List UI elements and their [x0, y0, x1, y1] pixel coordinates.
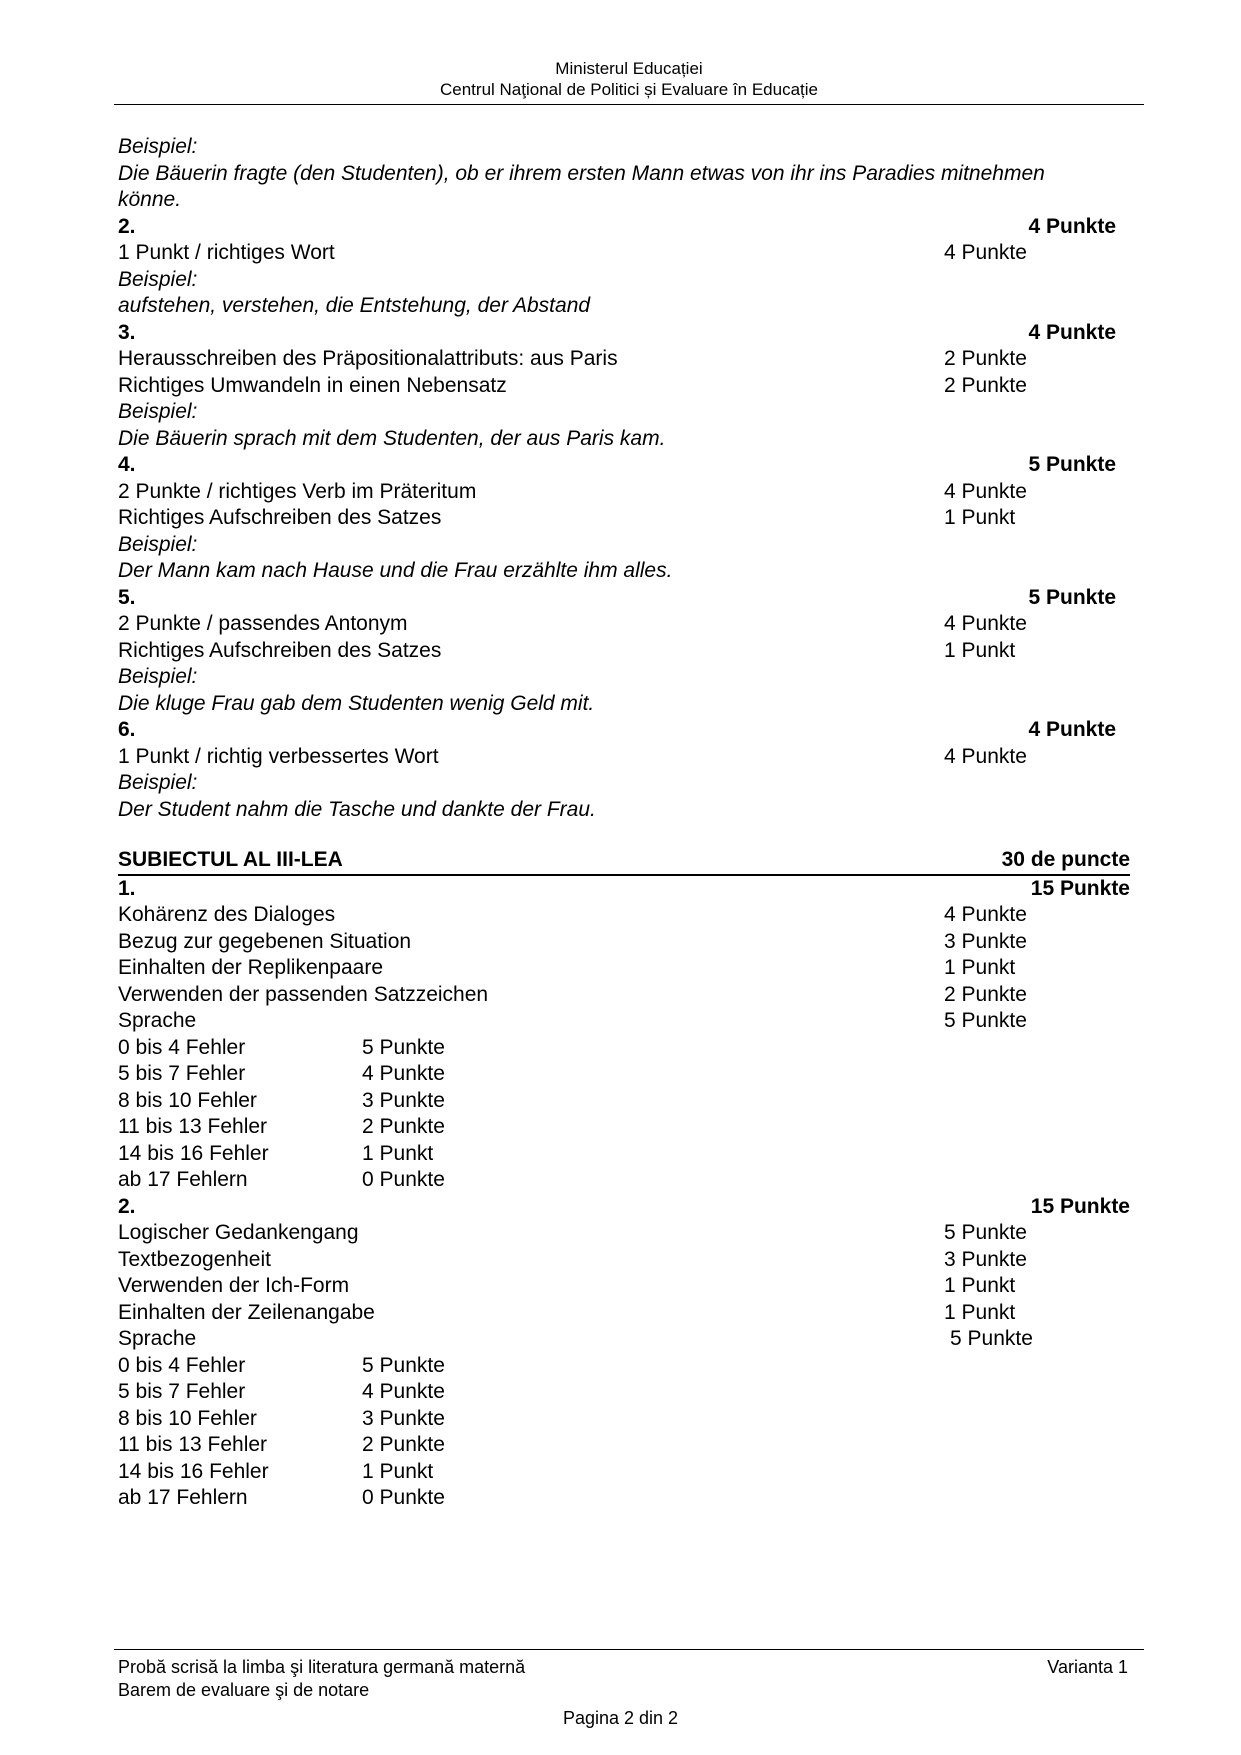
criterion-label: 1 Punkt / richtig verbessertes Wort	[118, 744, 439, 768]
example-text: Der Mann kam nach Hause und die Frau erzählte ihm alles.	[118, 559, 673, 582]
footer-exam-title: Probă scrisă la limba şi literatura germană maternă	[118, 1657, 526, 1677]
error-range: ab 17 Fehlern	[118, 1168, 248, 1191]
criterion-label: Einhalten der Zeilenangabe	[118, 1300, 375, 1324]
sprache-row	[118, 1008, 1130, 1035]
error-row	[118, 1088, 1130, 1115]
item-header	[118, 717, 1130, 744]
sprache-label: Sprache	[118, 1009, 197, 1032]
main-content	[118, 134, 1130, 1512]
criterion-points: 5 Punkte	[944, 1221, 1027, 1244]
beispiel-label: Beispiel:	[118, 771, 198, 794]
criterion-label: Richtiges Aufschreiben des Satzes	[118, 638, 442, 662]
item-total: 4 Punkte	[1028, 214, 1116, 238]
criterion-points: 2 Punkte	[944, 347, 1027, 370]
sprache-points: 5 Punkte	[944, 1009, 1027, 1032]
page-header	[114, 58, 1144, 100]
example-text: Die kluge Frau gab dem Studenten wenig Geld mit.	[118, 691, 595, 715]
criterion-row	[118, 1300, 1130, 1327]
error-row	[118, 1379, 1130, 1406]
item-total: 5 Punkte	[1028, 453, 1116, 476]
error-range: 8 bis 10 Fehler	[118, 1406, 257, 1430]
example-text: Die Bäuerin fragte (den Studenten), ob er ihrem ersten Mann etwas von ihr ins Paradies mitnehmen	[118, 161, 1045, 185]
criterion-row	[118, 955, 1130, 982]
error-range: 0 bis 4 Fehler	[118, 1353, 246, 1377]
error-points: 4 Punkte	[362, 1380, 445, 1403]
section-heading	[118, 847, 1130, 876]
error-range: 11 bis 13 Fehler	[118, 1115, 268, 1138]
criterion-label: Logischer Gedankengang	[118, 1221, 359, 1244]
criterion-points: 4 Punkte	[944, 479, 1027, 503]
criterion-row	[118, 611, 1130, 638]
item-number: 3.	[118, 320, 136, 344]
error-points: 5 Punkte	[362, 1353, 445, 1377]
header-center: Centrul Naţional de Politici și Evaluare în Educație	[440, 80, 818, 99]
sprache-row	[118, 1326, 1130, 1353]
example-text: aufstehen, verstehen, die Entstehung, der Abstand	[118, 294, 591, 317]
error-row	[118, 1114, 1130, 1141]
criterion-label: 2 Punkte / passendes Antonym	[118, 612, 408, 635]
item-number: 6.	[118, 718, 136, 741]
error-points: 3 Punkte	[362, 1406, 445, 1430]
item-number: 2.	[118, 1194, 136, 1218]
criterion-row	[118, 479, 1130, 506]
error-row	[118, 1432, 1130, 1459]
criterion-row	[118, 240, 1130, 267]
beispiel-label: Beispiel:	[118, 400, 198, 423]
sprache-label: Sprache	[118, 1327, 197, 1350]
section-points: 30 de puncte	[1001, 848, 1130, 871]
error-range: 14 bis 16 Fehler	[118, 1459, 269, 1483]
criterion-points: 2 Punkte	[944, 982, 1027, 1006]
footer-rule	[114, 1649, 1144, 1650]
header-rule	[114, 104, 1144, 105]
error-range: 5 bis 7 Fehler	[118, 1380, 246, 1403]
criterion-points: 1 Punkt	[944, 1274, 1016, 1297]
error-row	[118, 1485, 1130, 1512]
item-header	[118, 876, 1130, 903]
beispiel-label: Beispiel:	[118, 267, 198, 291]
criterion-row	[118, 346, 1130, 373]
item-total: 5 Punkte	[1028, 585, 1116, 609]
criterion-row	[118, 902, 1130, 929]
criterion-points: 2 Punkte	[944, 373, 1027, 397]
example-text: Die Bäuerin sprach mit dem Studenten, der aus Paris kam.	[118, 426, 666, 450]
item-total: 4 Punkte	[1028, 320, 1116, 344]
criterion-label: Herausschreiben des Präpositionalattributs: aus Paris	[118, 347, 618, 370]
error-points: 0 Punkte	[362, 1168, 445, 1191]
error-range: 14 bis 16 Fehler	[118, 1141, 269, 1165]
sprache-points: 5 Punkte	[950, 1327, 1033, 1350]
criterion-points: 1 Punkt	[944, 638, 1016, 662]
footer-scheme-title: Barem de evaluare şi de notare	[118, 1680, 370, 1700]
error-row	[118, 1353, 1130, 1380]
item-header	[118, 214, 1130, 241]
criterion-points: 1 Punkt	[944, 506, 1016, 529]
item-number: 1.	[118, 876, 136, 900]
error-row	[118, 1035, 1130, 1062]
error-points: 0 Punkte	[362, 1486, 445, 1509]
criterion-label: 2 Punkte / richtiges Verb im Präteritum	[118, 479, 477, 503]
section-title: SUBIECTUL AL III-LEA	[118, 848, 343, 871]
criterion-row	[118, 505, 1130, 532]
error-points: 3 Punkte	[362, 1088, 445, 1112]
example-text: Der Student nahm die Tasche und dankte der Frau.	[118, 797, 596, 821]
error-points: 2 Punkte	[362, 1115, 445, 1138]
beispiel-label: Beispiel:	[118, 135, 198, 158]
example-text: könne.	[118, 188, 182, 211]
item-header	[118, 452, 1130, 479]
error-range: 11 bis 13 Fehler	[118, 1433, 268, 1456]
criterion-label: Bezug zur gegebenen Situation	[118, 929, 412, 953]
error-range: 0 bis 4 Fehler	[118, 1035, 246, 1059]
item-number: 5.	[118, 585, 136, 609]
criterion-label: Verwenden der Ich-Form	[118, 1274, 350, 1297]
item-number: 4.	[118, 453, 136, 476]
criterion-points: 1 Punkt	[944, 1300, 1016, 1324]
criterion-label: Richtiges Aufschreiben des Satzes	[118, 506, 442, 529]
error-points: 2 Punkte	[362, 1433, 445, 1456]
beispiel-label: Beispiel:	[118, 665, 198, 688]
criterion-label: Einhalten der Replikenpaare	[118, 956, 384, 979]
error-points: 4 Punkte	[362, 1062, 445, 1085]
item-header	[118, 1194, 1130, 1221]
error-range: 8 bis 10 Fehler	[118, 1088, 257, 1112]
criterion-row	[118, 1220, 1130, 1247]
criterion-points: 4 Punkte	[944, 612, 1027, 635]
criterion-label: Richtiges Umwandeln in einen Nebensatz	[118, 373, 507, 397]
criterion-row	[118, 1273, 1130, 1300]
criterion-row	[118, 638, 1130, 665]
item-total: 15 Punkte	[1030, 1194, 1130, 1218]
criterion-row	[118, 982, 1130, 1009]
criterion-label: Textbezogenheit	[118, 1247, 271, 1271]
beispiel-label: Beispiel:	[118, 532, 198, 556]
item-total: 4 Punkte	[1028, 718, 1116, 741]
error-row	[118, 1141, 1130, 1168]
page-footer	[118, 1656, 1128, 1702]
criterion-points: 4 Punkte	[944, 744, 1027, 768]
error-range: ab 17 Fehlern	[118, 1486, 248, 1509]
criterion-points: 4 Punkte	[944, 903, 1027, 926]
criterion-label: Kohärenz des Dialoges	[118, 903, 336, 926]
item-number: 2.	[118, 214, 136, 238]
criterion-points: 3 Punkte	[944, 1247, 1027, 1271]
error-points: 5 Punkte	[362, 1035, 445, 1059]
item-header	[118, 320, 1130, 347]
footer-variant: Varianta 1	[1047, 1657, 1128, 1677]
error-row	[118, 1459, 1130, 1486]
criterion-points: 4 Punkte	[944, 241, 1027, 264]
criterion-row	[118, 1247, 1130, 1274]
criterion-row	[118, 373, 1130, 400]
error-range: 5 bis 7 Fehler	[118, 1062, 246, 1085]
criterion-points: 3 Punkte	[944, 929, 1027, 953]
criterion-label: 1 Punkt / richtiges Wort	[118, 241, 335, 264]
item-total: 15 Punkte	[1030, 876, 1130, 900]
error-points: 1 Punkt	[362, 1459, 434, 1483]
error-row	[118, 1167, 1130, 1194]
header-ministry: Ministerul Educației	[555, 59, 703, 78]
page-number: Pagina 2 din 2	[562, 1708, 679, 1728]
criterion-row	[118, 929, 1130, 956]
item-header	[118, 585, 1130, 612]
error-points: 1 Punkt	[362, 1141, 434, 1165]
error-row	[118, 1406, 1130, 1433]
criterion-points: 1 Punkt	[944, 956, 1016, 979]
error-row	[118, 1061, 1130, 1088]
criterion-label: Verwenden der passenden Satzzeichen	[118, 982, 489, 1006]
criterion-row	[118, 744, 1130, 771]
